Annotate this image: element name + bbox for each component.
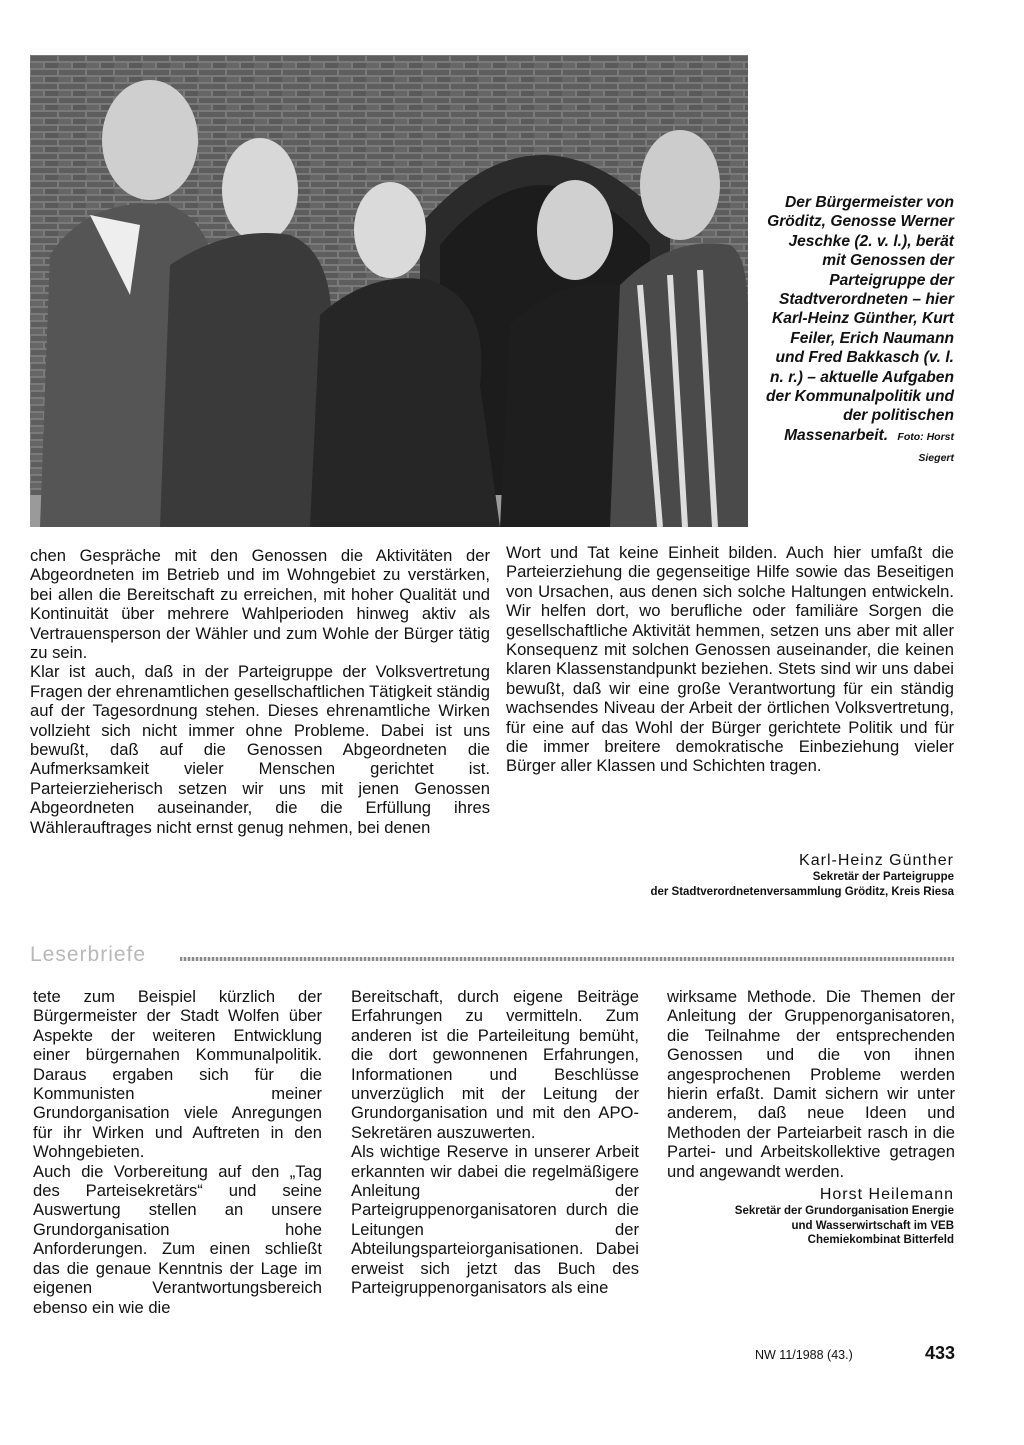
author-role: und Wasserwirtschaft im VEB (791, 1219, 954, 1232)
article2-signature (735, 1186, 954, 1248)
page-footer (755, 1343, 955, 1367)
article2-column-3 (667, 987, 955, 1181)
caption-text: Der Bürgermeister von Gröditz, Genosse Werner Jeschke (2. v. l.), berät mit Genossen der Parteigruppe der Stadtverordneten – hier Karl-Heinz Günther, Kurt Feiler, Erich Naumann und Fred Bakkasch (v. l. n. r.) – aktuelle Aufgaben der Kommunalpolitik und der politischen Massenarbeit. (766, 194, 954, 444)
news-photo (30, 55, 748, 527)
author-role: Chemiekombinat Bitterfeld (807, 1234, 954, 1246)
article2-column-1 (33, 987, 322, 1317)
article2-paragraph: Bereitschaft, durch eigene Beiträge Erfahrungen zu vermitteln. Zum anderen ist die Parteileitung bemüht, die dort gewonnenen Erfahrungen, Informationen und Beschlüsse unverzüglich mit der Leitung der Grundorganisation und mit den APO-Sekretären auszuwerten. (351, 987, 639, 1142)
photo-caption (762, 193, 954, 469)
section-header (30, 943, 954, 967)
article1-signature (650, 852, 954, 899)
article2-paragraph: Auch die Vorbereitung auf den „Tag des Parteisekretärs“ und seine Auswertung stellen an unsere Grundorganisation hohe Anforderungen. Zum einen schließt das die genaue Kenntnis der Lage im eigenen Verantwortungsbereich ebenso ein wie die (33, 1161, 322, 1317)
section-title: Leserbriefe (30, 943, 156, 967)
article1-paragraph: Wort und Tat keine Einheit bilden. Auch hier umfaßt die Parteierziehung die gegenseitige Hilfe sowie das Beseitigen von Ursachen, aus denen sich solche Haltungen entwickeln. Wir helfen dort, wo berufliche oder familiäre Sorgen die gesellschaftliche Aktivität hemmen, setzen uns aber mit aller Konsequenz mit solchen Genossen auseinander, die keinen klaren Klassenstandpunkt beziehen. Stets sind wir uns dabei bewußt, daß wir eine große Verantwortung für ein ständig wachsendes Niveau der Arbeit der örtlichen Volksvertretung, für eine auf das Wohl der Bürger gerichtete Politik und für die immer breitere demokratische Einbeziehung vieler Bürger aller Klassen und Schichten tragen. (506, 543, 954, 776)
page-number: 433 (924, 1343, 955, 1363)
article2-column-2 (351, 987, 639, 1298)
article1-paragraph: chen Gespräche mit den Genossen die Aktivitäten der Abgeordneten im Betrieb und im Wohngebiet zu verstärken, bei allen die Bereitschaft zu erreichen, mit hoher Qualität und Kontinuität über mehrere Wahlperioden hinweg aktiv als Vertrauensperson der Wähler und zum Wohle der Bürger tätig zu sein. (30, 546, 490, 663)
article1-column-2 (506, 543, 954, 776)
article1-paragraph: Klar ist auch, daß in der Parteigruppe der Volksvertretung Fragen der ehrenamtlichen gesellschaftlichen Tätigkeit ständig auf der Tagesordnung stehen. Dieses ehrenamtliche Wirken vollzieht sich nicht immer ohne Probleme. Dabei ist uns bewußt, daß auf die Genossen Abgeordneten die Aufmerksamkeit vieler Menschen gerichtet ist. Parteierzieherisch setzen wir uns mit jenen Genossen Abgeordneten auseinander, die die Erfüllung ihres Wählerauftrages nicht ernst genug nehmen, bei denen (30, 662, 490, 837)
article2-paragraph: Als wichtige Reserve in unserer Arbeit erkannten wir dabei die regelmäßigere Anleitung der Parteigruppenorganisatoren durch die Leitungen der Abteilungsparteiorganisationen. Dabei erweist sich jetzt das Buch des Parteigruppenorganisators als eine (351, 1142, 639, 1298)
author-name: Karl-Heinz Günther (799, 852, 954, 869)
article2-paragraph: tete zum Beispiel kürzlich der Bürgermeister der Stadt Wolfen über Aspekte der weiteren Entwicklung einer bürgernahen Kommunalpolitik. Daraus ergaben sich für die Kommunisten meiner Grundorganisation viele Anregungen für ihr Wirken und Auftreten in den Wohngebieten. (33, 987, 322, 1162)
author-role: der Stadtverordnetenversammlung Gröditz, Kreis Riesa (650, 885, 954, 898)
article1-column-1 (30, 546, 490, 837)
author-role: Sekretär der Grundorganisation Energie (734, 1205, 954, 1217)
article2-paragraph: wirksame Methode. Die Themen der Anleitung der Gruppenorganisatoren, die Teilnahme der entsprechenden Genossen und die von ihnen angesprochenen Probleme werden hierin erfaßt. Damit sichern wir unter anderem, daß neue Ideen und Methoden der Parteiarbeit rasch in die Partei- und Arbeitskollektive getragen und angewandt werden. (667, 987, 955, 1181)
photo-credit: Foto: Horst Siegert (897, 430, 954, 465)
issue-label: NW 11/1988 (43.) (755, 1348, 853, 1362)
photo-illustration (30, 55, 748, 527)
author-name: Horst Heilemann (819, 1186, 954, 1203)
author-role: Sekretär der Parteigruppe (812, 871, 954, 883)
section-rule (180, 957, 954, 961)
